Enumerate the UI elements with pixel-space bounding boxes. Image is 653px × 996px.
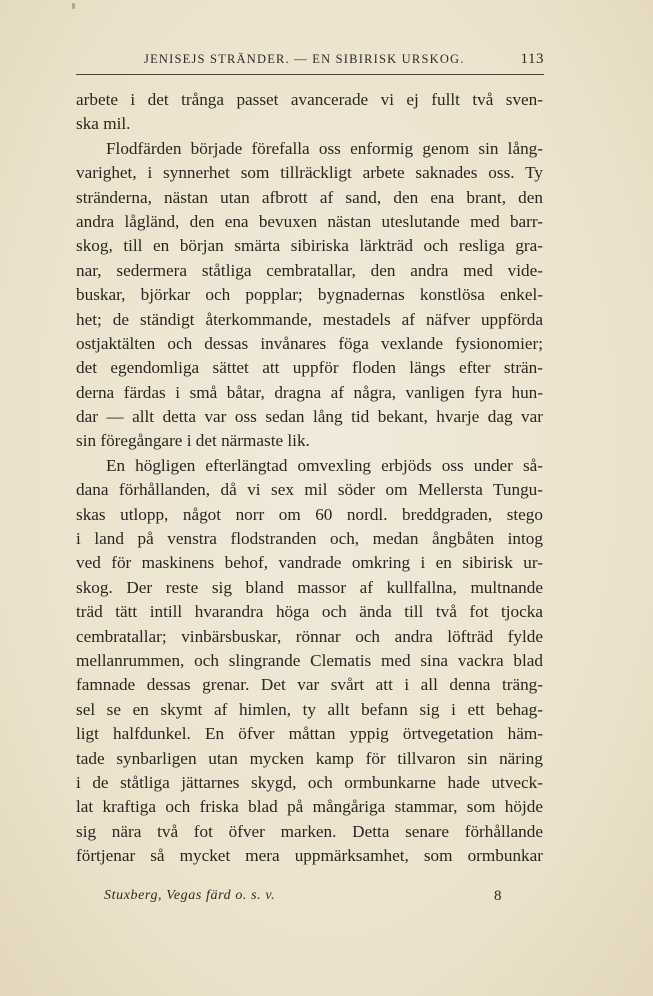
printer-signature: Stuxberg, Vegas färd o. s. v. — [104, 888, 276, 903]
page-number: 113 — [520, 51, 544, 67]
text-line: ligt halfdunkel. En öfver måttan yppig örtvegetation häm- — [76, 724, 543, 744]
text-line: skog. Der reste sig bland massor af kullfallna, multnande — [76, 577, 543, 597]
text-line: i de ståtliga jättarnes skygd, och ormbunkarne hade utveck- — [76, 772, 543, 792]
text-line: förtjenar så mycket mera uppmärksamhet, som ormbunkar — [76, 846, 543, 866]
text-line: nar, sedermera ståtliga cembratallar, den andra med vide- — [76, 260, 543, 280]
running-title: JENISEJS STRÄNDER. — EN SIBIRISK URSKOG. — [144, 52, 465, 66]
text-line: arbete i det trånga passet avancerade vi ej fullt två sven- — [76, 90, 543, 109]
text-line: buskar, björkar och popplar; bygnadernas konstlösa enkel- — [76, 285, 543, 305]
text-line: famnade dessas grenar. Det var svårt att i all denna träng- — [76, 675, 543, 695]
text-line: dana förhållanden, då vi sex mil söder om Mellersta Tungu- — [76, 480, 543, 500]
text-line: Flodfärden började förefalla oss enformig genom sin lång- — [106, 138, 543, 158]
body-text — [76, 88, 543, 869]
text-line: het; de ständigt återkommande, mestadels af näfver uppförda — [76, 309, 543, 329]
text-line: det egendomliga sättet att uppför floden längs efter strän- — [76, 358, 543, 378]
text-line: skog, till en början smärta sibiriska lärkträd och resliga gra- — [76, 236, 543, 256]
text-line: mellanrummen, och slingrande Clematis med sina vackra blad — [76, 650, 543, 670]
text-line: sig nära två fot öfver marken. Detta senare förhållande — [76, 821, 543, 841]
text-line: varighet, i synnerhet som tillräckligt arbete saknades oss. Ty — [76, 163, 543, 183]
text-line: tade synbarligen utan mycken kamp för tillvaron sin näring — [76, 748, 543, 768]
sheet-number: 8 — [494, 888, 502, 904]
text-line: ostjaktälten och dessas invånares föga vexlande fysionomier; — [76, 333, 543, 353]
text-line: En högligen efterlängtad omvexling erbjöds oss under så- — [106, 455, 543, 475]
text-line: derna färdas i små båtar, dragna af några, vanligen fyra hun- — [76, 382, 543, 402]
text-line: skas utlopp, något norr om 60 nordl. breddgraden, stego — [76, 504, 543, 524]
text-line: cembratallar; vinbärsbuskar, rönnar och andra löfträd fylde — [76, 626, 543, 646]
text-line: sel se en skymt af himlen, ty allt befann sig i ett behag- — [76, 699, 543, 719]
text-line: ved för maskinens behof, vandrade omkring i en sibirisk ur- — [76, 553, 543, 573]
running-head — [76, 52, 544, 72]
text-line: andra lågländ, den ena bevuxen nästan uteslutande med barr- — [76, 211, 543, 231]
text-line: sin föregångare i det närmaste lik. — [76, 431, 310, 451]
header-rule — [76, 74, 544, 75]
text-line: lat kraftiga och friska blad på mångåriga stammar, som höjde — [76, 797, 543, 817]
text-line: träd tätt intill hvarandra höga och ända till två fot tjocka — [76, 602, 543, 622]
text-line: ska mil. — [76, 114, 131, 134]
text-line: i land på venstra flodstranden och, medan ångbåten intog — [76, 529, 543, 549]
text-line: dar — allt detta var oss sedan lång tid bekant, hvarje dag var — [76, 407, 543, 427]
page-footer — [76, 888, 543, 910]
text-line: stränderna, nästan utan afbrott af sand, den ena brant, den — [76, 187, 543, 207]
ink-speck — [72, 3, 75, 9]
